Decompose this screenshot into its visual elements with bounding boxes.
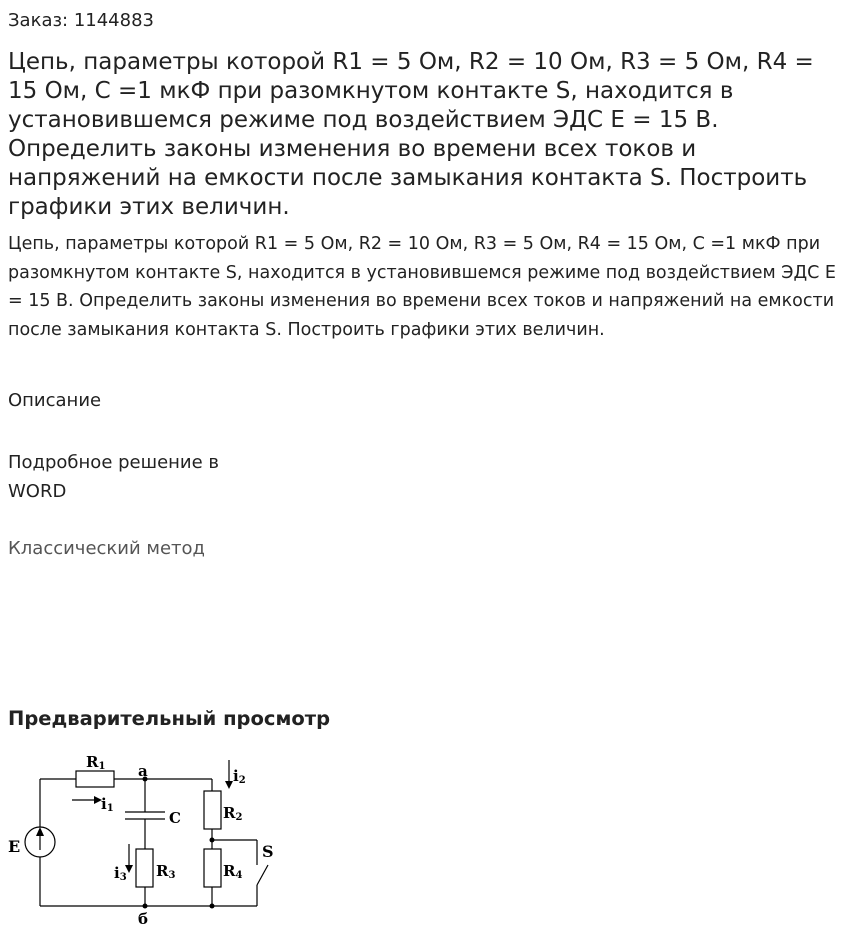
source-arrow-head [36, 827, 44, 836]
resistor-r4-symbol [204, 849, 221, 887]
description-heading: Описание [8, 390, 102, 411]
switch-s-contact [257, 865, 268, 885]
current-arrow-i2-head [225, 781, 233, 789]
label-s: S [262, 842, 274, 861]
node-b-dot [143, 904, 148, 909]
label-r2: R2 [223, 804, 243, 823]
solution-format-line1: Подробное решение в [8, 452, 220, 473]
solution-format-line2: WORD [8, 481, 67, 502]
label-i1: i1 [101, 795, 114, 814]
label-i3: i3 [114, 864, 127, 883]
label-node-a: a [138, 762, 148, 780]
solution-method: Классический метод [8, 538, 205, 559]
label-e: E [8, 837, 21, 856]
resistor-r3-symbol [136, 849, 153, 887]
label-c: C [169, 809, 181, 827]
task-description: Цепь, параметры которой R1 = 5 Ом, R2 = 10 Ом, R3 = 5 Ом, R4 = 15 Ом, С =1 мкФ при разомкнутом контакте S, находится в установившемся режиме под воздействием ЭДС E = 15 В. Определить законы изменения во времени всех токов и напряжений на емкости после замыкания контакта S. Построить графики этих величин. [8, 234, 836, 340]
label-r4: R4 [223, 862, 243, 881]
preview-heading: Предварительный просмотр [8, 707, 331, 730]
label-r3: R3 [156, 862, 176, 881]
node-dot [210, 838, 215, 843]
label-r1: R1 [86, 753, 106, 772]
page-title: Цепь, параметры которой R1 = 5 Ом, R2 = 10 Ом, R3 = 5 Ом, R4 = 15 Ом, С =1 мкФ при разомкнутом контакте S, находится в установившемся режиме под воздействием ЭДС E = 15 В. Определить законы изменения во времени всех токов и напряжений на емкости после замыкания контакта S. Построить графики этих величин. [8, 49, 814, 220]
order-number: Заказ: 1144883 [8, 10, 154, 31]
label-node-b: б [138, 910, 149, 928]
circuit-diagram [0, 745, 290, 930]
resistor-r2-symbol [204, 791, 221, 829]
node-dot [210, 904, 215, 909]
label-i2: i2 [233, 767, 246, 786]
resistor-r1-symbol [76, 771, 114, 787]
